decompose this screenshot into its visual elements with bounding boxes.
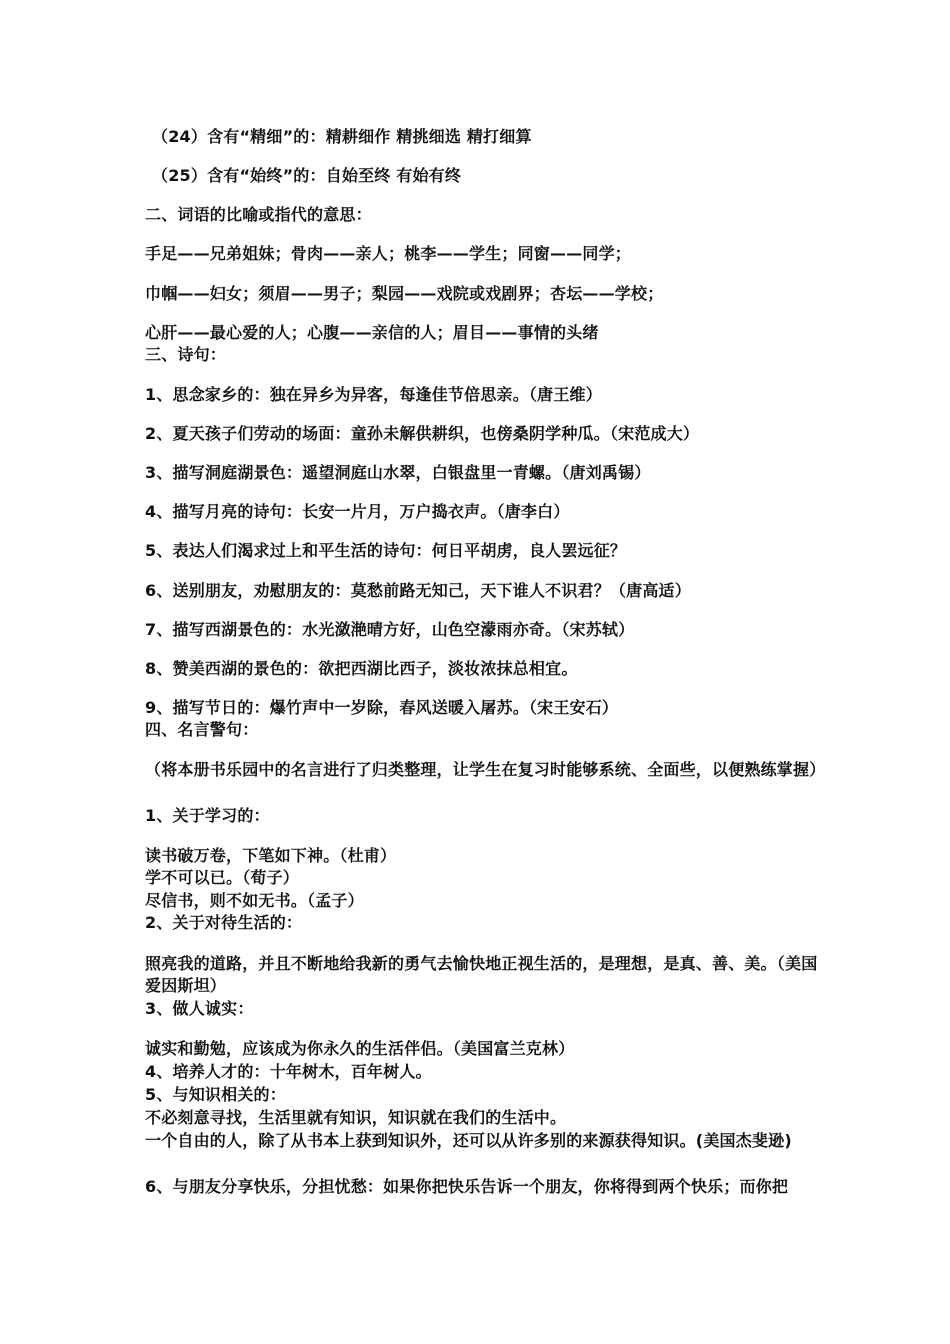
poem-line: 1、思念家乡的：独在异乡为异客，每逢佳节倍思亲。（唐王维）: [145, 385, 602, 404]
poem-line: 3、描写洞庭湖景色：遥望洞庭山水翠，白银盘里一青螺。（唐刘禹锡）: [145, 463, 651, 482]
text-line: 手足——兄弟姐妹；骨肉——亲人；桃李——学生；同窗——同学；: [145, 244, 632, 263]
quote-line: 尽信书，则不如无书。（孟子）: [145, 891, 364, 910]
quote-line: 读书破万卷，下笔如下神。（杜甫）: [145, 846, 397, 865]
sub-heading: 5、与知识相关的：: [145, 1085, 286, 1104]
sub-heading: 1、关于学习的：: [145, 806, 270, 825]
text-line: 巾帼——妇女；须眉——男子；梨园——戏院或戏剧界；杏坛——学校；: [145, 284, 664, 303]
quote-line: 诚实和勤勉，应该成为你永久的生活伴侣。（美国富兰克林）: [145, 1039, 575, 1058]
quote-paragraph: 照亮我的道路，并且不断地给我新的勇气去愉快地正视生活的，是理想，是真、善、美。（美国爱因斯坦）: [145, 954, 818, 995]
poem-line: 8、赞美西湖的景色的：欲把西湖比西子，淡妆浓抹总相宜。: [145, 659, 578, 678]
poem-line: 7、描写西湖景色的：水光潋滟晴方好，山色空濛雨亦奇。（宋苏轼）: [145, 620, 635, 639]
poem-line: 4、描写月亮的诗句：长安一片月，万户捣衣声。（唐李白）: [145, 502, 570, 521]
text-line: （24）含有“精细”的：精耕细作 精挑细选 精打细算: [152, 127, 532, 146]
sub-heading: 2、关于对待生活的：: [145, 913, 303, 932]
quote-line: 学不可以已。（荀子）: [145, 868, 300, 887]
quote-paragraph: 一个自由的人，除了从书本上获到知识外，还可以从许多别的来源获得知识。(美国杰斐逊): [145, 1131, 792, 1150]
poem-line: 5、表达人们渴求过上和平生活的诗句：何日平胡虏，良人罢远征？: [145, 541, 627, 560]
poem-line: 2、夏天孩子们劳动的场面：童孙未解供耕织，也傍桑阴学种瓜。（宋范成大）: [145, 424, 700, 443]
sub-heading: 3、做人诚实：: [145, 999, 254, 1018]
poem-line: 9、描写节日的：爆竹声中一岁除，春风送暖入屠苏。（宋王安石）: [145, 698, 619, 717]
section-heading: 三、诗句：: [145, 345, 227, 364]
poem-line: 6、送别朋友，劝慰朋友的：莫愁前路无知己，天下谁人不识君？（唐高适）: [145, 581, 691, 600]
text-line: （25）含有“始终”的：自始至终 有始有终: [152, 166, 462, 185]
quote-line: 不必刻意寻找，生活里就有知识，知识就在我们的生活中。: [145, 1108, 567, 1127]
text-paragraph: （将本册书乐园中的名言进行了归类整理，让学生在复习时能够系统、全面些，以便熟练掌握）: [145, 760, 826, 779]
section-heading: 二、词语的比喻或指代的意思：: [145, 205, 372, 224]
quote-line: 6、与朋友分享快乐，分担忧愁：如果你把快乐告诉一个朋友，你将得到两个快乐；而你把: [145, 1177, 789, 1196]
text-line: 心肝——最心爱的人；心腹——亲信的人；眉目——事情的头绪: [145, 323, 599, 342]
section-heading: 四、名言警句：: [145, 720, 259, 739]
sub-heading: 4、培养人才的：十年树木，百年树人。: [145, 1062, 432, 1081]
